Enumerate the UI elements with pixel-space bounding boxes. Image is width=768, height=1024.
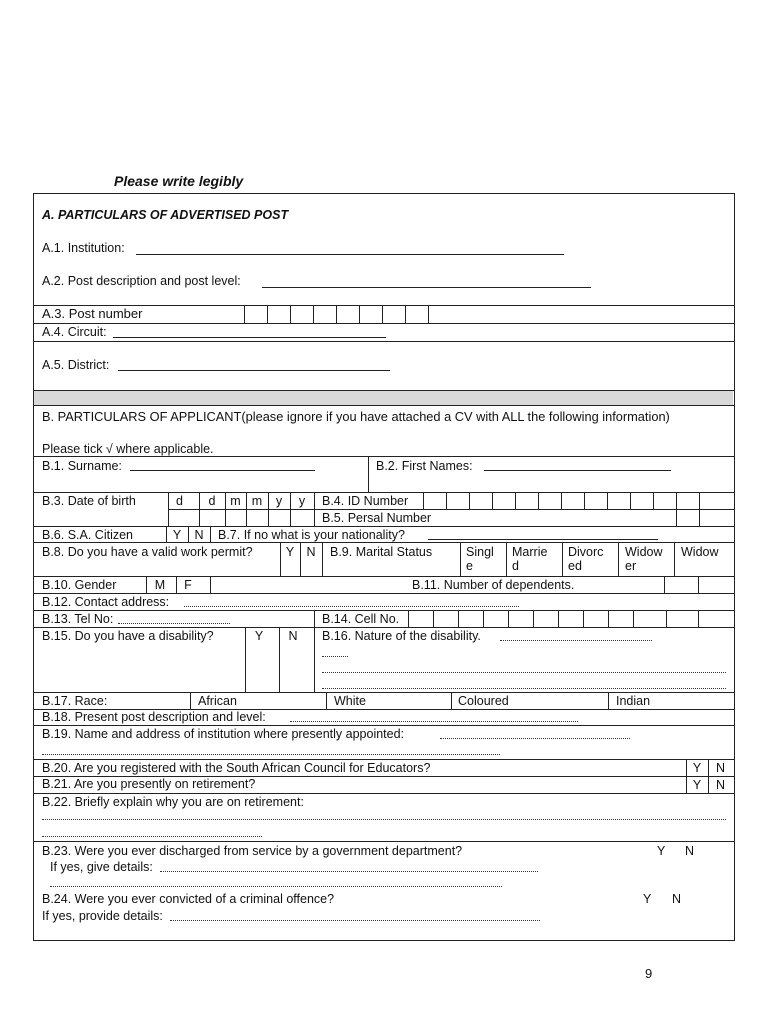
section-a-title: A. PARTICULARS OF ADVERTISED POST	[42, 208, 289, 222]
surname-label: B.1. Surname:	[42, 459, 122, 473]
present-post-label: B.18. Present post description and level:	[42, 710, 266, 724]
section-b-title: B. PARTICULARS OF APPLICANT(please ignore if you have attached a CV with ALL the following information)	[42, 409, 670, 424]
sace-yes[interactable]: Y	[692, 761, 702, 775]
retirement-reason-label: B.22. Briefly explain why you are on retirement:	[42, 795, 304, 809]
post-number-boxes[interactable]	[244, 305, 429, 323]
retirement-no[interactable]: N	[715, 778, 726, 792]
post-description-line[interactable]	[262, 287, 591, 288]
retirement-yes[interactable]: Y	[692, 778, 702, 792]
tel-no-label: B.13. Tel No:	[42, 612, 114, 626]
sa-citizen-yes[interactable]: Y	[172, 528, 182, 542]
race-label: B.17. Race:	[42, 694, 108, 708]
nationality-line[interactable]	[428, 539, 658, 540]
discharged-details-label: If yes, give details:	[50, 860, 153, 874]
convicted-details-label: If yes, provide details:	[42, 909, 163, 923]
post-number-label: A.3. Post number	[42, 306, 143, 321]
marital-married[interactable]: Marrie d	[512, 545, 548, 573]
retirement-reason-line-2[interactable]	[42, 836, 262, 837]
sace-label: B.20. Are you registered with the South African Council for Educators?	[42, 761, 431, 775]
retirement-reason-line-1[interactable]	[42, 819, 726, 820]
dob-label: B.3. Date of birth	[42, 494, 136, 508]
dob-box-d1[interactable]: d	[176, 494, 183, 508]
institution-appointed-line-2[interactable]	[42, 754, 500, 755]
institution-appointed-label: B.19. Name and address of institution where presently appointed:	[42, 727, 405, 741]
post-description-label: A.2. Post description and post level:	[42, 274, 241, 288]
sa-citizen-label: B.6. S.A. Citizen	[42, 528, 134, 542]
disability-no[interactable]: N	[288, 629, 298, 643]
cell-no-boxes[interactable]	[408, 610, 734, 627]
race-indian[interactable]: Indian	[616, 694, 651, 708]
retirement-label: B.21. Are you presently on retirement?	[42, 777, 256, 791]
discharged-label: B.23. Were you ever discharged from service by a government department?	[42, 844, 463, 858]
institution-label: A.1. Institution:	[42, 241, 125, 255]
tel-no-line[interactable]	[118, 623, 230, 624]
page-number: 9	[645, 966, 653, 981]
marital-widow[interactable]: Widow	[681, 545, 719, 559]
contact-address-label: B.12. Contact address:	[42, 595, 170, 609]
disability-nature-line-1[interactable]	[500, 640, 652, 641]
convicted-details-line[interactable]	[170, 920, 540, 921]
disability-nature-line-3[interactable]	[322, 672, 726, 673]
disability-label: B.15. Do you have a disability?	[42, 629, 214, 643]
convicted-yes[interactable]: Y	[643, 892, 652, 906]
discharged-details-line-2[interactable]	[50, 886, 502, 887]
dependents-label: B.11. Number of dependents.	[412, 578, 575, 592]
first-names-line[interactable]	[484, 470, 671, 471]
surname-line[interactable]	[130, 470, 315, 471]
id-number-label: B.4. ID Number	[322, 494, 409, 508]
sa-citizen-no[interactable]: N	[194, 528, 204, 542]
race-african[interactable]: African	[198, 694, 237, 708]
discharged-yes[interactable]: Y	[657, 844, 666, 858]
convicted-no[interactable]: N	[672, 892, 682, 906]
persal-number-label: B.5. Persal Number	[322, 511, 432, 525]
race-white[interactable]: White	[334, 694, 366, 708]
convicted-label: B.24. Were you ever convicted of a criminal offence?	[42, 892, 335, 906]
persal-number-boxes[interactable]	[676, 509, 734, 526]
dob-box-m1[interactable]: m	[230, 494, 241, 508]
gender-label: B.10. Gender	[42, 578, 117, 592]
institution-line[interactable]	[136, 254, 564, 255]
marital-divorced[interactable]: Divorc ed	[568, 545, 604, 573]
disability-nature-label: B.16. Nature of the disability.	[322, 629, 481, 643]
present-post-line[interactable]	[290, 721, 578, 722]
sace-no[interactable]: N	[715, 761, 726, 775]
circuit-label: A.4. Circuit:	[42, 325, 107, 339]
contact-address-line[interactable]	[184, 606, 519, 607]
disability-nature-line-4[interactable]	[322, 688, 726, 689]
marital-widower[interactable]: Widow er	[625, 545, 663, 573]
dob-box-d2[interactable]: d	[208, 494, 216, 508]
gender-male[interactable]: M	[154, 578, 166, 592]
dob-box-y1[interactable]: y	[275, 494, 283, 508]
nationality-label: B.7. If no what is your nationality?	[218, 528, 405, 542]
cell-no-label: B.14. Cell No.	[322, 612, 400, 626]
tick-note: Please tick √ where applicable.	[42, 442, 214, 456]
id-number-boxes[interactable]	[423, 492, 734, 510]
marital-single[interactable]: Singl e	[466, 545, 494, 573]
work-permit-label: B.8. Do you have a valid work permit?	[42, 545, 253, 559]
gender-female[interactable]: F	[184, 578, 192, 592]
discharged-no[interactable]: N	[685, 844, 695, 858]
work-permit-no[interactable]: N	[306, 545, 316, 559]
district-line[interactable]	[118, 370, 390, 371]
district-label: A.5. District:	[42, 358, 110, 372]
disability-nature-line-2[interactable]	[322, 656, 348, 657]
marital-status-label: B.9. Marital Status	[330, 545, 433, 559]
dob-box-y2[interactable]: y	[298, 494, 306, 508]
legibly-note: Please write legibly	[114, 173, 244, 189]
disability-yes[interactable]: Y	[254, 629, 264, 643]
first-names-label: B.2. First Names:	[376, 459, 473, 473]
dob-box-m2[interactable]: m	[251, 494, 263, 508]
work-permit-yes[interactable]: Y	[285, 545, 295, 559]
discharged-details-line-1[interactable]	[160, 871, 538, 872]
circuit-line[interactable]	[113, 337, 386, 338]
race-coloured[interactable]: Coloured	[458, 694, 509, 708]
institution-appointed-line-1[interactable]	[440, 738, 630, 739]
section-divider-band	[34, 391, 733, 405]
